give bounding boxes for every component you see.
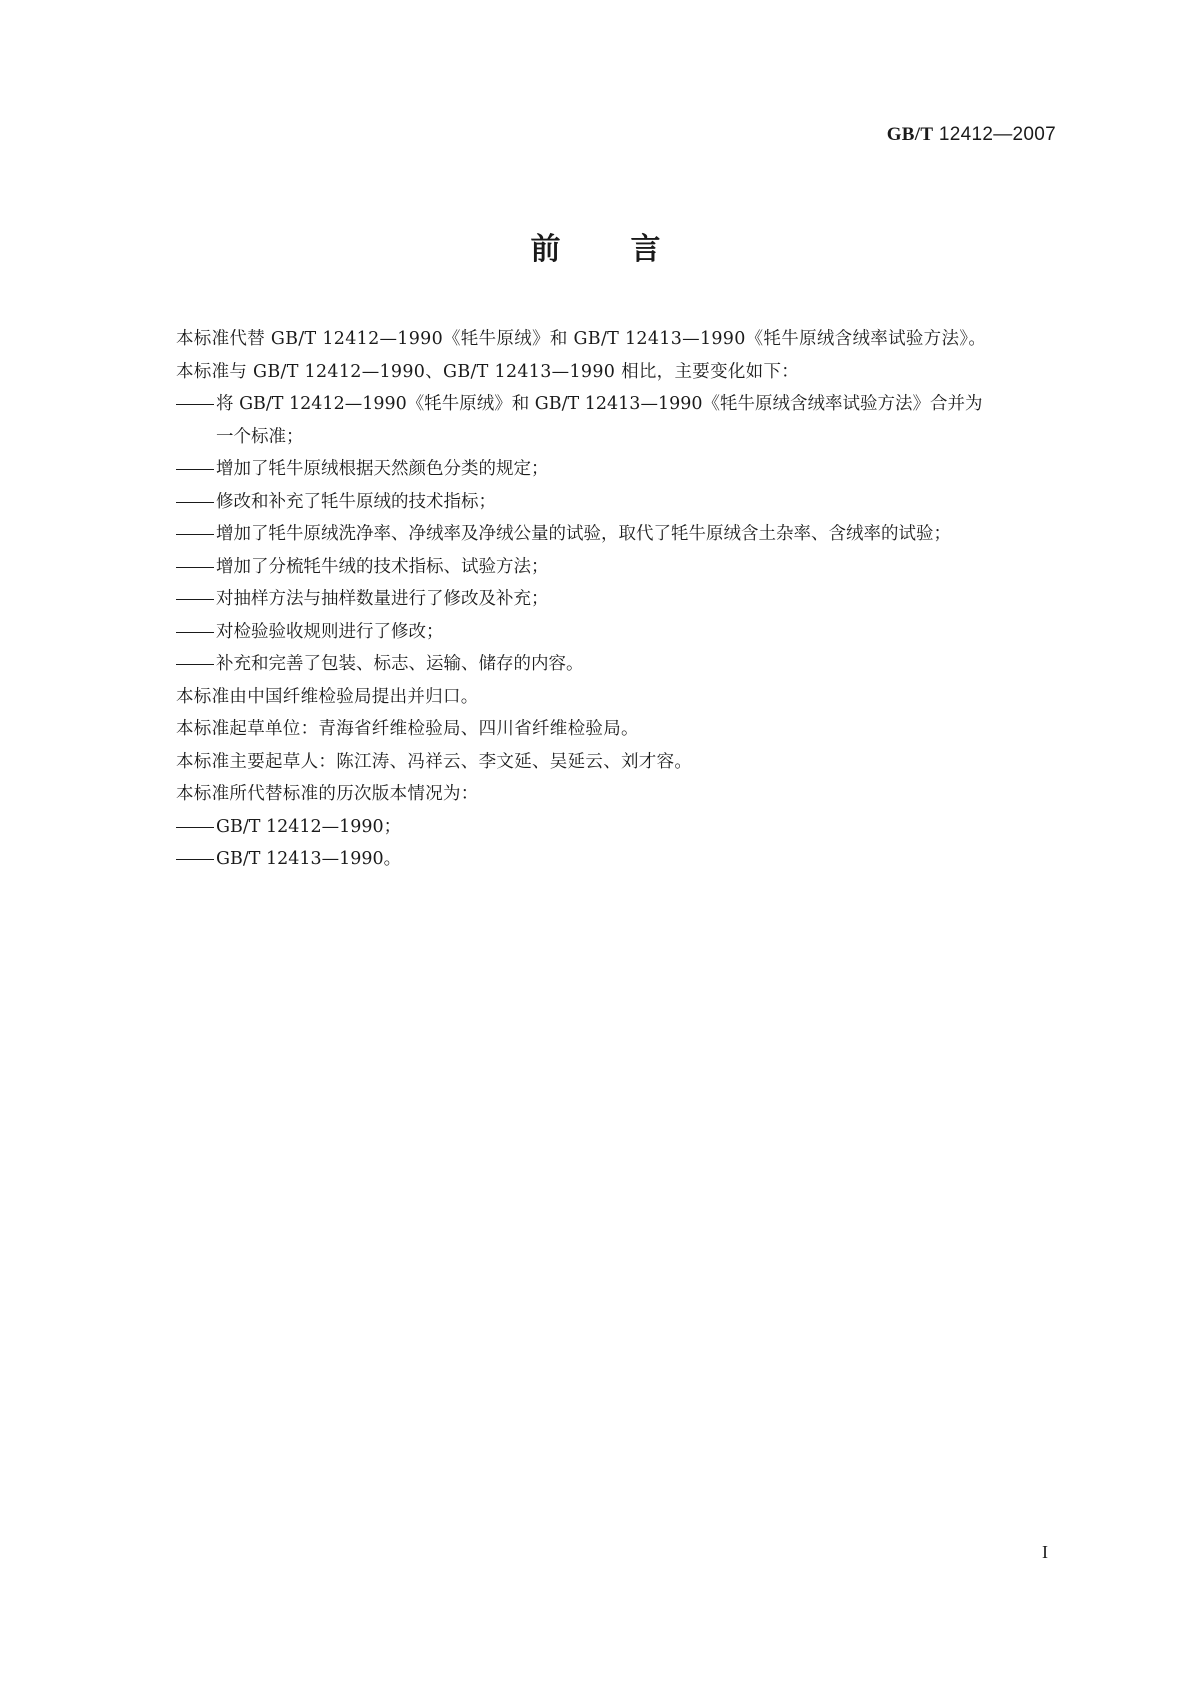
dash-bullet	[176, 486, 216, 519]
dash-bullet	[176, 648, 216, 681]
change-item	[176, 583, 1066, 616]
paragraph-proposer: 本标准由中国纤维检验局提出并归口。	[176, 686, 479, 707]
page-title: 前言	[530, 232, 731, 267]
dash-bullet	[176, 518, 216, 551]
dash-bullet	[176, 551, 216, 584]
change-item-text: 补充和完善了包装、标志、运输、储存的内容。	[216, 654, 584, 674]
change-item-text: 将 GB/T 12412—1990《牦牛原绒》和 GB/T 12413—1990《牦牛原绒含绒率试验方法》合并为	[216, 394, 983, 414]
standard-code-number: 12412—2007	[933, 124, 1056, 145]
change-item	[176, 648, 1066, 681]
change-item-text: 增加了分梳牦牛绒的技术指标、试验方法；	[216, 556, 549, 577]
change-item-text: 对抽样方法与抽样数量进行了修改及补充；	[216, 589, 549, 609]
dash-bullet	[176, 811, 216, 844]
standard-code	[887, 124, 1056, 146]
paragraph-replaces: 本标准代替 GB/T 12412—1990《牦牛原绒》和 GB/T 12413—1990《牦牛原绒含绒率试验方法》。	[176, 329, 987, 349]
change-item-text: 增加了牦牛原绒洗净率、净绒率及净绒公量的试验，取代了牦牛原绒含土杂率、含绒率的试验；	[216, 524, 951, 544]
change-item-continuation: 一个标准；	[216, 426, 304, 447]
history-item-text: GB/T 12413—1990。	[216, 849, 402, 869]
foreword-body	[176, 323, 1066, 876]
dash-bullet	[176, 616, 216, 649]
history-item	[176, 811, 1066, 844]
change-item	[176, 616, 1066, 649]
change-item-text: 对检验验收规则进行了修改；	[216, 621, 444, 642]
dash-bullet	[176, 843, 216, 876]
change-item	[176, 518, 1066, 551]
change-item	[176, 551, 1066, 584]
dash-bullet	[176, 388, 216, 421]
paragraph-drafting-units: 本标准起草单位：青海省纤维检验局、四川省纤维检验局。	[176, 719, 639, 739]
change-item-text: 增加了牦牛原绒根据天然颜色分类的规定；	[216, 459, 549, 479]
dash-bullet	[176, 583, 216, 616]
history-item-text: GB/T 12412—1990；	[216, 816, 402, 837]
paragraph-changes-intro: 本标准与 GB/T 12412—1990、GB/T 12413—1990 相比，主要变化如下：	[176, 361, 800, 382]
change-item	[176, 453, 1066, 486]
history-item	[176, 843, 1066, 876]
change-item	[176, 486, 1066, 519]
change-item-text: 修改和补充了牦牛原绒的技术指标；	[216, 491, 496, 512]
dash-bullet	[176, 453, 216, 486]
change-item	[176, 388, 1066, 421]
standard-code-prefix: GB/T	[886, 124, 934, 145]
paragraph-history-intro: 本标准所代替标准的历次版本情况为：	[176, 784, 479, 804]
page-number: I	[1042, 1542, 1048, 1562]
paragraph-drafters: 本标准主要起草人：陈江涛、冯祥云、李文延、吴延云、刘才容。	[176, 751, 693, 772]
